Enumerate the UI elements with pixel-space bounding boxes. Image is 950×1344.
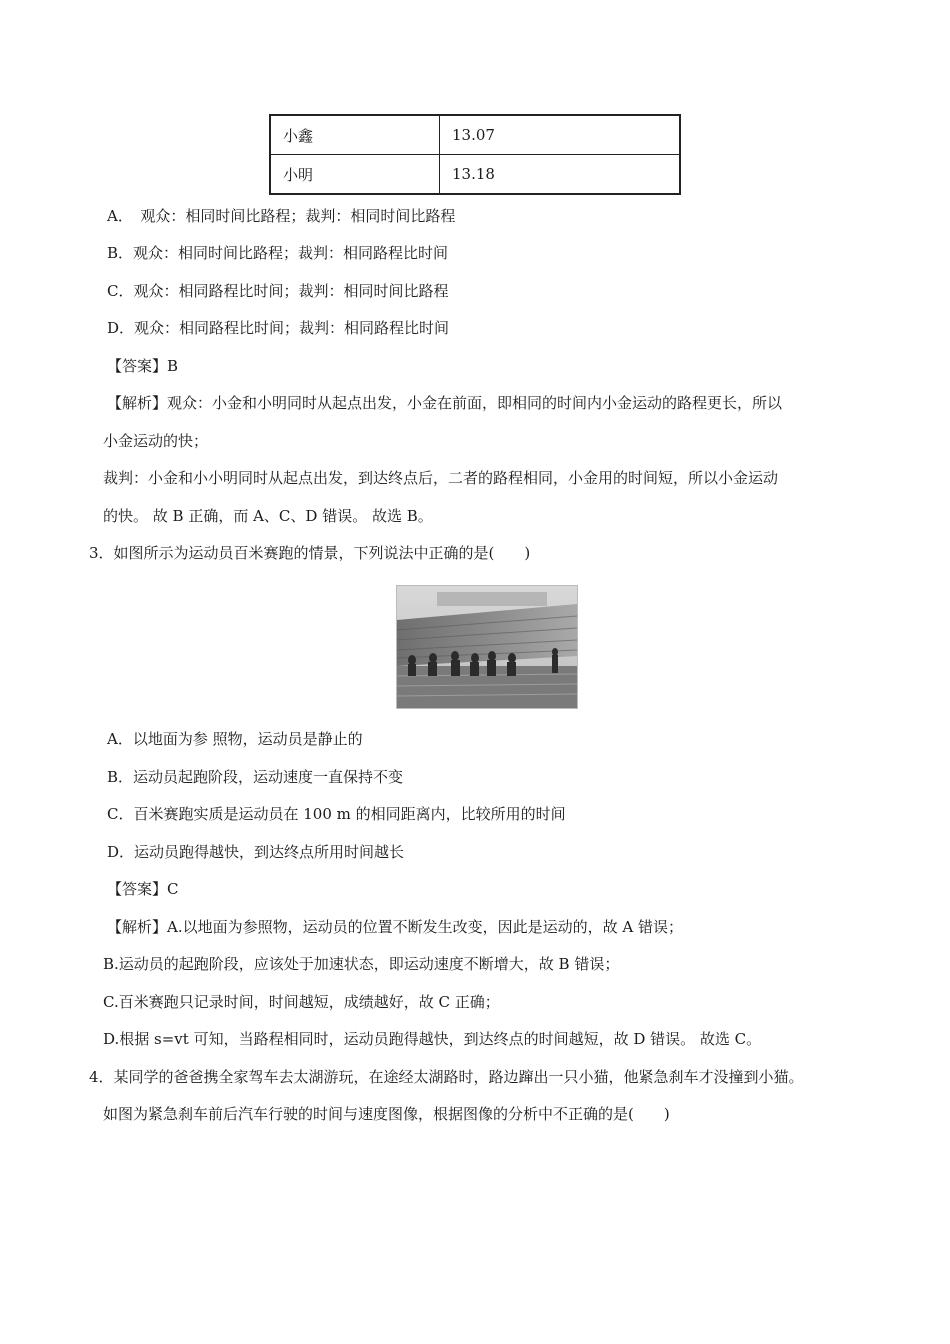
- q3-option-a: A．以地面为参 照物，运动员是静止的: [107, 730, 363, 748]
- q2-analysis-line-3: 裁判：小金和小小明同时从起点出发，到达终点后，二者的路程相同，小金用的时间短，所以小金运动: [103, 469, 779, 487]
- table-row: [270, 115, 680, 155]
- q3-option-b: B．运动员起跑阶段，运动速度一直保持不变: [107, 768, 404, 786]
- q2-analysis-line-4: 的快。 故 B 正确，而 A、C、D 错误。 故选 B。: [103, 507, 433, 525]
- table-row: [270, 155, 680, 195]
- q3-stem: 3．如图所示为运动员百米赛跑的情景，下列说法中正确的是( ): [89, 544, 531, 562]
- q3-analysis-line-1: 【解析】A.以地面为参照物，运动员的位置不断发生改变，因此是运动的，故 A 错误；: [107, 918, 683, 936]
- q3-analysis-line-2: B.运动员的起跑阶段，应该处于加速状态，即运动速度不断增大，故 B 错误；: [103, 955, 620, 973]
- q2-option-b: B．观众：相同时间比路程；裁判：相同路程比时间: [107, 244, 449, 262]
- score-table: [269, 114, 681, 195]
- q3-option-c: C．百米赛跑实质是运动员在 100 m 的相同距离内，比较所用的时间: [107, 805, 566, 823]
- q3-answer: 【答案】C: [107, 880, 179, 898]
- table-cell-name: 小鑫: [270, 115, 440, 155]
- q2-option-c: C．观众：相同路程比时间；裁判：相同时间比路程: [107, 282, 449, 300]
- table-cell-time: 13.18: [440, 155, 681, 195]
- q2-analysis-line-1: 【解析】观众：小金和小明同时从起点出发，小金在前面，即相同的时间内小金运动的路程更长，所以: [107, 394, 783, 412]
- table-cell-name: 小明: [270, 155, 440, 195]
- q4-stem-line-1: 4．某同学的爸爸携全家驾车去太湖游玩，在途经太湖路时，路边蹿出一只小猫，他紧急刹车才没撞到小猫。: [89, 1068, 804, 1086]
- q3-option-d: D．运动员跑得越快，到达终点所用时间越长: [107, 843, 405, 861]
- sprint-race-photo: [396, 585, 578, 709]
- q2-option-a: A． 观众：相同时间比路程；裁判：相同时间比路程: [107, 207, 456, 225]
- q2-analysis-line-2: 小金运动的快；: [103, 432, 209, 450]
- table-cell-time: 13.07: [440, 115, 681, 155]
- q3-analysis-line-4: D.根据 s=vt 可知，当路程相同时，运动员跑得越快，到达终点的时间越短，故 D 错误。 故选 C。: [103, 1030, 762, 1048]
- q4-stem-line-2: 如图为紧急刹车前后汽车行驶的时间与速度图像，根据图像的分析中不正确的是( ): [103, 1105, 670, 1123]
- q2-answer: 【答案】B: [107, 357, 179, 375]
- q2-option-d: D．观众：相同路程比时间；裁判：相同路程比时间: [107, 319, 450, 337]
- q3-analysis-line-3: C.百米赛跑只记录时间，时间越短，成绩越好，故 C 正确；: [103, 993, 500, 1011]
